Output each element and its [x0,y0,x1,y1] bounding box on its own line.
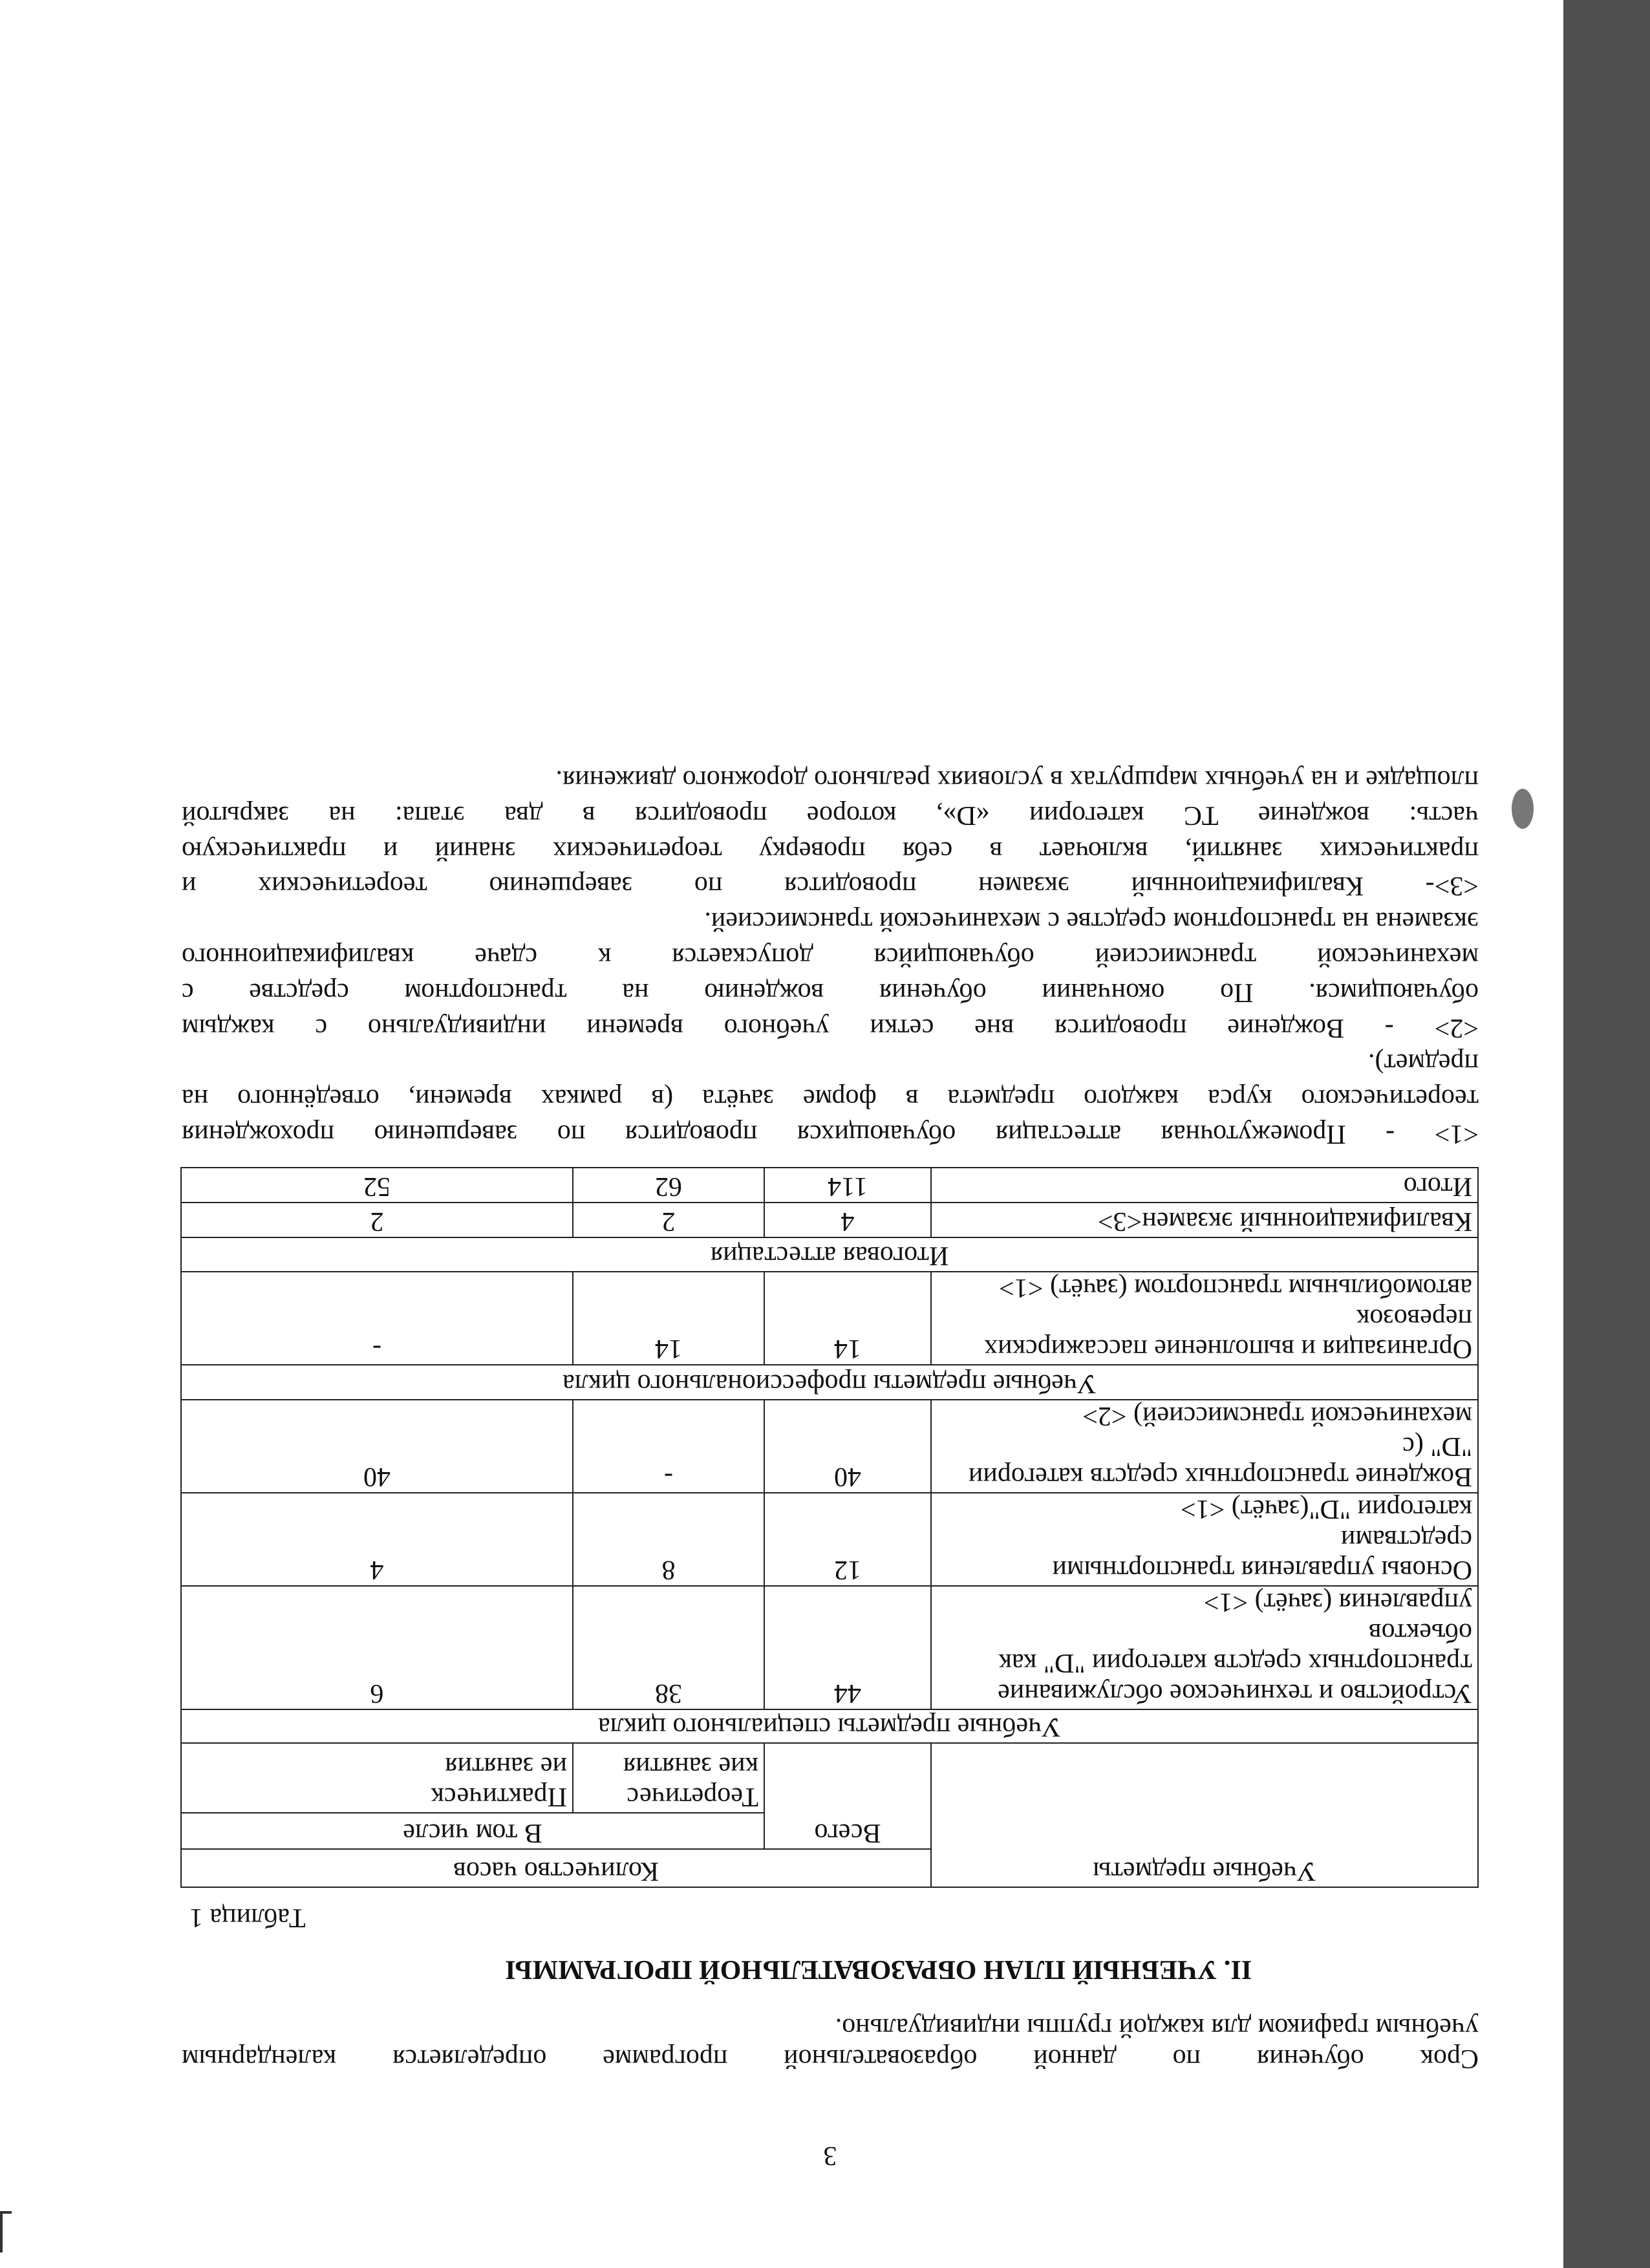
curriculum-table [180,1167,1479,1888]
note-line: <1> - Промежуточная аттестация обучающихся проводится по завершению прохождения [182,1119,1479,1149]
hours-total: 14 [764,1272,931,1365]
subject-line: категории "D"(зачёт) <1> [1180,1494,1472,1524]
table-row [181,1586,1478,1709]
section-row [181,1365,1478,1400]
header-total: Всего [764,1743,931,1849]
subject-line: Организация и выполнение пассажирских перевозок [984,1303,1472,1364]
table-row [181,1493,1478,1586]
subject-name [931,1272,1478,1365]
hours-total: 44 [764,1586,931,1709]
section-row [181,1237,1478,1272]
header-subjects: Учебные предметы [931,1743,1478,1887]
header-theory-line: Теоретичес [627,1782,758,1812]
total-label: Итого [931,1168,1478,1203]
hours-total: 12 [764,1493,931,1586]
note-line: обучающимся. По окончании обучения вождению на транспортном средстве с [182,977,1479,1007]
note-line: теоретического курса каждого предмета в форме зачёта (в рамках времени, отведённого на [182,1084,1479,1114]
note-line: площадке и на учебных маршрутах в условиях реального дорожного движения. [555,765,1479,795]
header-including: В том числе [181,1813,764,1849]
footnotes [182,762,1479,1151]
hours-theory: - [573,1400,764,1493]
hours-practice: 2 [181,1203,573,1237]
section-special: Учебные предметы специального цикла [181,1709,1478,1743]
intro-line: Срок обучения по данной образовательной программе определяется календарным [182,2044,1479,2073]
subject-name: Квалификационный экзамен<3> [931,1203,1478,1237]
subject-name [931,1400,1478,1493]
subject-line: автомобильным транспортом (зачёт) <1> [999,1273,1472,1303]
header-theory [573,1743,764,1813]
section-final: Итоговая аттестация [181,1237,1478,1272]
table-row [181,1203,1478,1237]
note-line: практических занятий, включает в себя проверку теоретических знаний и практическую [182,835,1479,866]
subject-name [931,1586,1478,1709]
note-line: механической трансмиссией обучающийся допускается к сдаче квалификационного [182,942,1479,972]
hours-total: 4 [764,1203,931,1237]
hours-theory: 2 [573,1203,764,1237]
hours-total: 114 [764,1168,931,1203]
table-header-row [181,1849,1478,1887]
note-line: предмет). [1368,1048,1479,1078]
hours-total: 40 [764,1400,931,1493]
header-practice [181,1743,573,1813]
note-line: часть: вождение ТС категории «D», которое проводится в два этапа: на закрытой [182,800,1479,830]
intro-line: учебным графиком для каждой группы индивидуально. [835,2013,1479,2042]
page-content [182,762,1479,2267]
note-line: экзамена на транспортном средстве с механической трансмиссией. [704,906,1479,937]
hours-practice: 40 [181,1400,573,1493]
hours-practice: - [181,1272,573,1365]
section-row [181,1709,1478,1743]
table-caption: Таблица 1 [189,1903,306,1932]
subject-name [931,1493,1478,1586]
header-practice-line: Практическ [431,1782,567,1812]
hours-practice: 6 [181,1586,573,1709]
hours-theory: 62 [573,1168,764,1203]
subject-line: Устройство и техническое обслуживание [998,1678,1472,1708]
intro-paragraph [182,2012,1479,2074]
note-line: <2> - Вождение проводится вне сетки учебного времени индивидуально с каждым [182,1012,1479,1043]
header-hours: Количество часов [181,1849,931,1887]
section-professional: Учебные предметы профессионального цикла [181,1365,1478,1400]
table-row [181,1400,1478,1493]
subject-line: механической трансмиссией) <2> [1082,1401,1472,1431]
page-number: 3 [823,2141,837,2170]
table-row [181,1272,1478,1365]
hours-theory: 14 [573,1272,764,1365]
subject-line: управления (зачёт) <1> [1203,1587,1472,1617]
section-title: II. УЧЕБНЫЙ ПЛАН ОБРАЗОВАТЕЛЬНОЙ ПРОГРАММЫ [505,1954,1252,1984]
subject-line: транспортных средств категории "D" как объектов [998,1618,1472,1678]
subject-line: Основы управления транспортными средствами [1052,1524,1472,1585]
note-line: <3>- Квалификационный экзамен проводится по завершению теоретических и [182,871,1479,901]
table-total-row [181,1168,1478,1203]
hours-theory: 8 [573,1493,764,1586]
hours-theory: 38 [573,1586,764,1709]
header-theory-line: кие занятия [623,1751,758,1781]
header-practice-line: ие занятия [445,1751,567,1781]
subject-line: Вождение транспортных средств категории "D" (с [968,1431,1472,1492]
hours-practice: 52 [181,1168,573,1203]
hours-practice: 4 [181,1493,573,1586]
